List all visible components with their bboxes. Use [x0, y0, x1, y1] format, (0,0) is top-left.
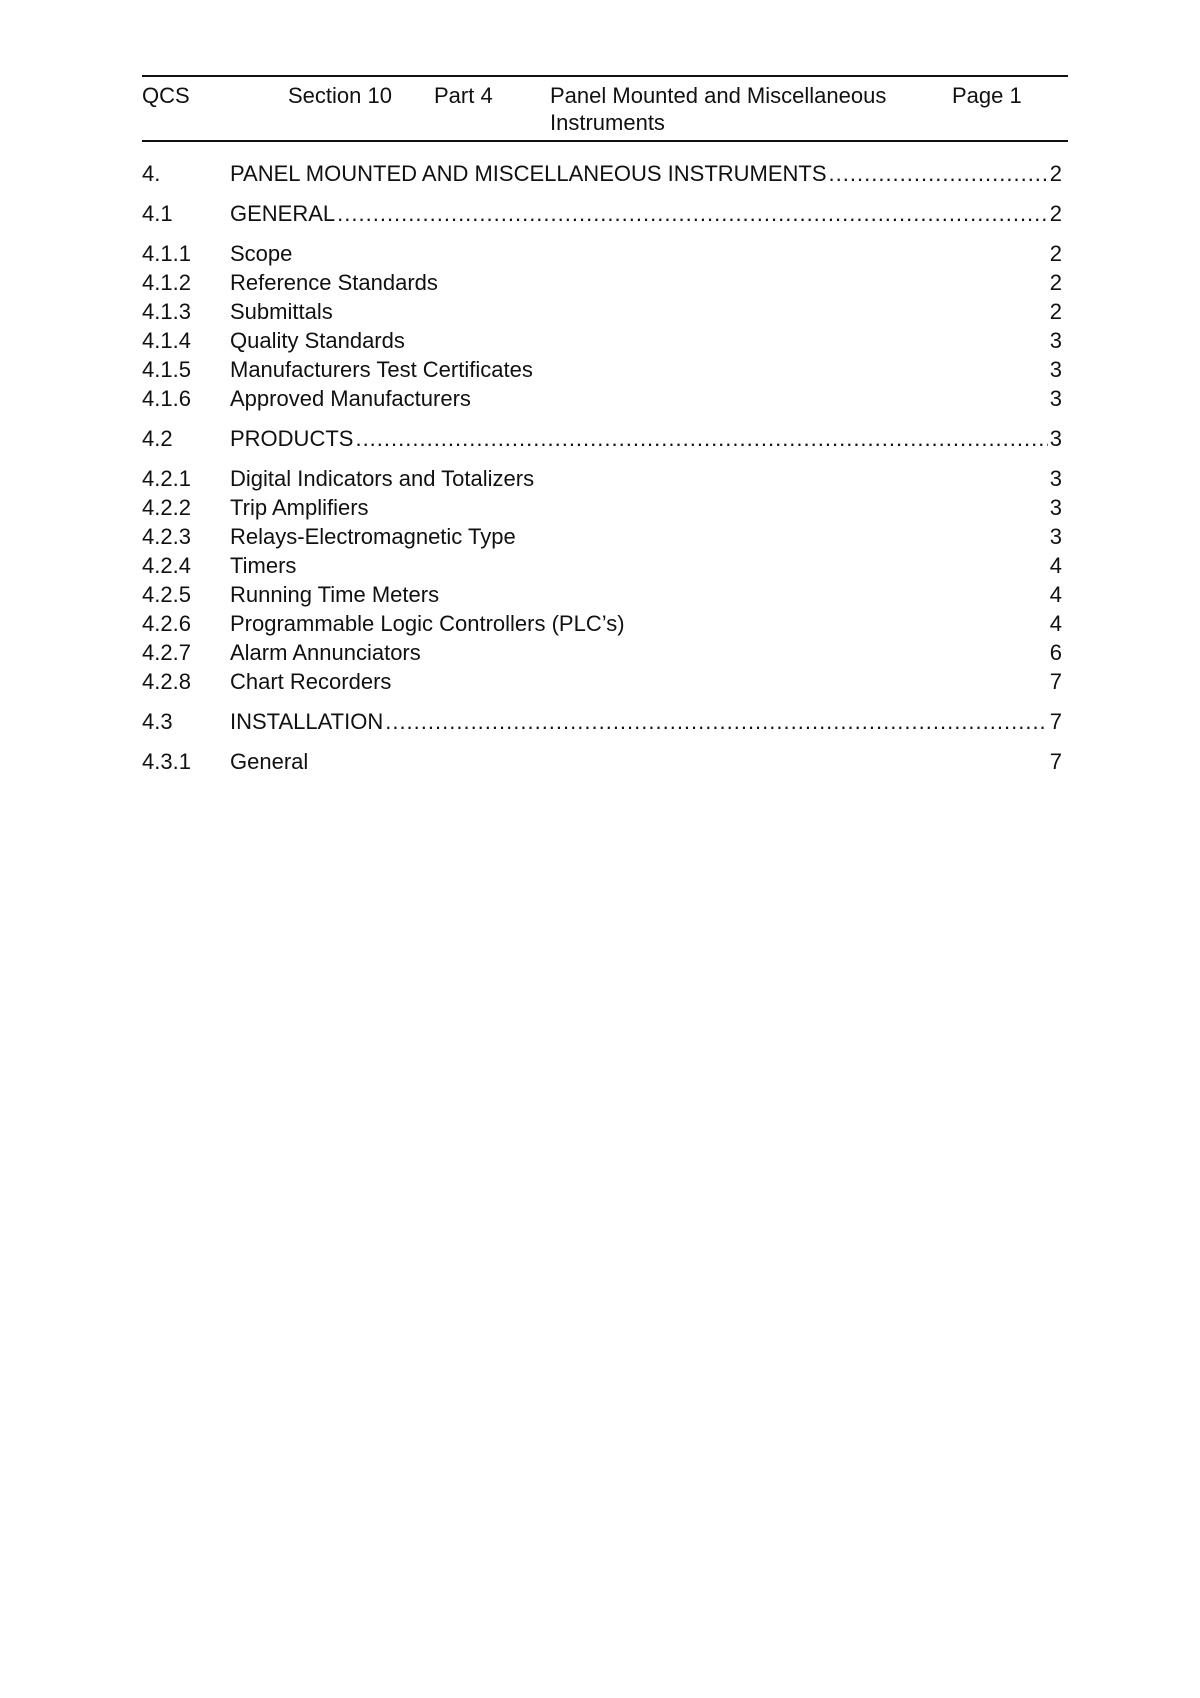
toc-subsection-entry[interactable]: [142, 747, 1068, 776]
toc-entry-number: 4.2: [142, 426, 173, 451]
toc-entry-title: Trip Amplifiers: [230, 495, 369, 520]
toc-subsection-entry[interactable]: [142, 326, 1068, 355]
toc-entry-line: [230, 355, 1068, 384]
toc-entry-page: 7: [1049, 749, 1062, 774]
header-org: QCS: [142, 83, 190, 108]
toc-entry-number: 4.1.4: [142, 328, 191, 353]
toc-entry-title: Digital Indicators and Totalizers: [230, 466, 535, 491]
toc-entry-page: 3: [1049, 495, 1062, 520]
toc-subsection-entry[interactable]: [142, 609, 1068, 638]
toc-subsection-entry[interactable]: [142, 580, 1068, 609]
toc-subsection-entry[interactable]: [142, 522, 1068, 551]
toc-entry-line: [230, 638, 1068, 667]
toc-entry-title: Timers: [230, 553, 297, 578]
toc-entry-page: 3: [1049, 466, 1062, 491]
toc-entry-title: Submittals: [230, 299, 333, 324]
toc-dot-leader: [337, 199, 1048, 228]
toc-entry-number: 4.3: [142, 709, 173, 734]
toc-entry-number: 4.2.3: [142, 524, 191, 549]
toc-entry-page: 3: [1049, 386, 1062, 411]
toc-entry-page: 6: [1049, 640, 1062, 665]
toc-entry-title: Programmable Logic Controllers (PLC’s): [230, 611, 625, 636]
toc-entry-line: [230, 297, 1068, 326]
toc-entry-line: [230, 707, 1068, 736]
toc-entry-page: 2: [1049, 241, 1062, 266]
toc-entry-page: 4: [1049, 582, 1062, 607]
toc-entry-line: [230, 268, 1068, 297]
toc-entry-number: 4.1.2: [142, 270, 191, 295]
toc-entry-page: 3: [1049, 357, 1062, 382]
toc-entry-page: 7: [1049, 709, 1062, 734]
toc-dot-leader: [355, 424, 1047, 453]
toc-entry-title: Running Time Meters: [230, 582, 440, 607]
toc-section-entry[interactable]: [142, 159, 1068, 188]
toc-entry-line: [230, 424, 1068, 453]
toc-entry-line: [230, 326, 1068, 355]
toc-entry-number: 4.: [142, 161, 161, 186]
toc-entry-page: 2: [1049, 161, 1062, 186]
toc-entry-page: 3: [1049, 426, 1062, 451]
toc-section-entry[interactable]: [142, 707, 1068, 736]
toc-dot-leader: [385, 707, 1048, 736]
toc-entry-line: [230, 609, 1068, 638]
toc-entry-number: 4.2.2: [142, 495, 191, 520]
toc-entry-line: [230, 493, 1068, 522]
toc-entry-line: [230, 551, 1068, 580]
toc-entry-page: 4: [1049, 553, 1062, 578]
toc-subsection-entry[interactable]: [142, 297, 1068, 326]
page-header: [142, 75, 1068, 142]
toc-entry-title: Scope: [230, 241, 293, 266]
toc-entry-line: [230, 522, 1068, 551]
toc-entry-title: Chart Recorders: [230, 669, 392, 694]
toc-entry-page: 7: [1049, 669, 1062, 694]
toc-entry-title: Relays-Electromagnetic Type: [230, 524, 516, 549]
toc-entry-page: 2: [1049, 201, 1062, 226]
toc-entry-line: [230, 464, 1068, 493]
header-page-number: Page 1: [952, 83, 1022, 108]
toc-entry-number: 4.2.7: [142, 640, 191, 665]
toc-entry-line: [230, 747, 1068, 776]
table-of-contents: [142, 159, 1068, 776]
toc-entry-line: [230, 580, 1068, 609]
toc-entry-title: General: [230, 749, 309, 774]
toc-subsection-entry[interactable]: [142, 638, 1068, 667]
toc-entry-number: 4.1: [142, 201, 173, 226]
toc-section-entry[interactable]: [142, 199, 1068, 228]
toc-subsection-entry[interactable]: [142, 268, 1068, 297]
toc-entry-title: Approved Manufacturers: [230, 386, 471, 411]
toc-entry-line: [230, 199, 1068, 228]
toc-subsection-entry[interactable]: [142, 239, 1068, 268]
toc-entry-number: 4.1.5: [142, 357, 191, 382]
toc-entry-title: INSTALLATION: [230, 709, 384, 734]
toc-entry-number: 4.2.4: [142, 553, 191, 578]
header-section: Section 10: [288, 83, 392, 108]
toc-entry-number: 4.3.1: [142, 749, 191, 774]
toc-entry-line: [230, 239, 1068, 268]
toc-entry-number: 4.2.1: [142, 466, 191, 491]
toc-entry-title: Quality Standards: [230, 328, 405, 353]
toc-entry-line: [230, 384, 1068, 413]
toc-subsection-entry[interactable]: [142, 551, 1068, 580]
header-title: Panel Mounted and Miscellaneous Instruments: [550, 83, 887, 135]
toc-entry-line: [230, 667, 1068, 696]
header-part: Part 4: [434, 83, 493, 108]
toc-entry-title: Manufacturers Test Certificates: [230, 357, 533, 382]
toc-entry-page: 4: [1049, 611, 1062, 636]
toc-subsection-entry[interactable]: [142, 384, 1068, 413]
toc-subsection-entry[interactable]: [142, 464, 1068, 493]
toc-subsection-entry[interactable]: [142, 355, 1068, 384]
toc-entry-number: 4.2.5: [142, 582, 191, 607]
toc-entry-number: 4.1.3: [142, 299, 191, 324]
toc-entry-title: PRODUCTS: [230, 426, 354, 451]
toc-dot-leader: [829, 159, 1048, 188]
toc-entry-line: [230, 159, 1068, 188]
toc-entry-number: 4.1.6: [142, 386, 191, 411]
toc-entry-title: Reference Standards: [230, 270, 438, 295]
toc-subsection-entry[interactable]: [142, 667, 1068, 696]
toc-entry-page: 2: [1049, 299, 1062, 324]
toc-entry-number: 4.1.1: [142, 241, 191, 266]
toc-entry-title: PANEL MOUNTED AND MISCELLANEOUS INSTRUMENTS: [230, 161, 827, 186]
toc-subsection-entry[interactable]: [142, 493, 1068, 522]
toc-entry-title: Alarm Annunciators: [230, 640, 421, 665]
toc-entry-page: 3: [1049, 328, 1062, 353]
toc-entry-title: GENERAL: [230, 201, 336, 226]
toc-entry-page: 2: [1049, 270, 1062, 295]
toc-section-entry[interactable]: [142, 424, 1068, 453]
document-page: [142, 75, 1068, 776]
toc-entry-number: 4.2.6: [142, 611, 191, 636]
toc-entry-page: 3: [1049, 524, 1062, 549]
toc-entry-number: 4.2.8: [142, 669, 191, 694]
